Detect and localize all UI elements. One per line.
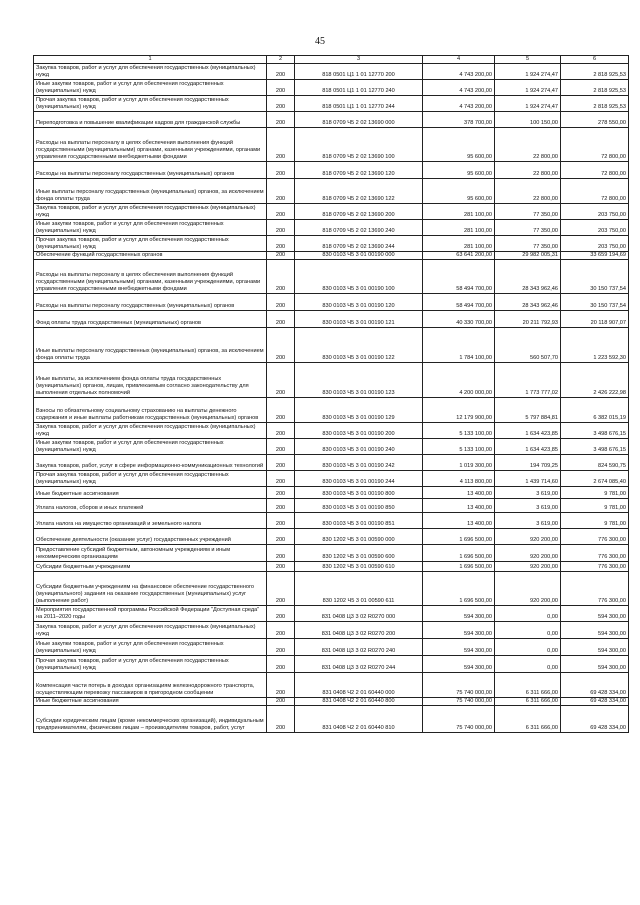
row-budget-classification-code: 831 0408 Ч2 2 01 60440 000 [295,673,423,698]
row-line-code: 200 [267,639,295,656]
row-description: Закупка товаров, работ и услуг для обеспечения государственных (муниципальных) нужд [34,204,267,220]
row-approved-amount: 58 494 700,00 [423,260,495,294]
row-description: Уплата налогов, сборов и иных платежей [34,499,267,513]
row-description: Иные выплаты, за исключением фонда оплаты труда государственных (муниципальных) органов, лицам, привлекаемым согласно законодательству для выполнения отдельных полномочий [34,363,267,398]
row-executed-amount: 77 350,00 [495,220,561,236]
row-line-code: 200 [267,162,295,179]
row-unexecuted-amount: 824 590,75 [561,455,629,471]
row-description: Прочая закупка товаров, работ и услуг для обеспечения государственных (муниципальных) нужд [34,96,267,112]
table-row [34,260,629,294]
row-budget-classification-code: 830 1202 Ч5 3 01 00590 600 [295,545,423,562]
row-approved-amount: 378 700,00 [423,112,495,128]
row-unexecuted-amount: 72 800,00 [561,128,629,162]
row-unexecuted-amount: 3 498 676,15 [561,439,629,455]
row-approved-amount: 4 743 200,00 [423,80,495,96]
row-executed-amount: 6 311 666,00 [495,706,561,733]
row-description: Прочая закупка товаров, работ и услуг для обеспечения государственных (муниципальных) нужд [34,656,267,673]
row-budget-classification-code: 830 0103 Ч5 3 01 00190 123 [295,363,423,398]
row-executed-amount: 920 200,00 [495,545,561,562]
row-approved-amount: 4 743 200,00 [423,96,495,112]
row-line-code: 200 [267,706,295,733]
row-approved-amount: 4 200 000,00 [423,363,495,398]
row-description: Иные выплаты персоналу государственных (муниципальных) органов, за исключением фонда оплаты труда [34,328,267,363]
row-description: Прочая закупка товаров, работ и услуг для обеспечения государственных (муниципальных) нужд [34,471,267,487]
row-unexecuted-amount: 1 223 592,30 [561,328,629,363]
column-header: 5 [495,56,561,64]
row-description: Расходы на выплаты персоналу государственных (муниципальных) органов [34,162,267,179]
row-executed-amount: 1 924 274,47 [495,64,561,80]
table-row [34,439,629,455]
table-row [34,513,629,529]
row-description: Закупка товаров, работ и услуг для обеспечения государственных (муниципальных) нужд [34,423,267,439]
table-body [34,64,629,733]
row-line-code: 200 [267,513,295,529]
row-line-code: 200 [267,673,295,698]
row-description: Обеспечение функций государственных органов [34,252,267,260]
row-unexecuted-amount: 594 300,00 [561,606,629,622]
row-executed-amount: 3 619,00 [495,513,561,529]
row-executed-amount: 22 800,00 [495,179,561,204]
row-budget-classification-code: 830 0103 Ч5 3 01 00190 200 [295,423,423,439]
row-executed-amount: 22 800,00 [495,128,561,162]
row-unexecuted-amount: 9 781,00 [561,513,629,529]
row-unexecuted-amount: 33 659 194,69 [561,252,629,260]
row-description: Закупка товаров, работ и услуг для обеспечения государственных (муниципальных) нужд [34,64,267,80]
table-row [34,499,629,513]
row-line-code: 200 [267,423,295,439]
row-budget-classification-code: 818 0709 Ч5 2 02 13690 120 [295,162,423,179]
row-line-code: 200 [267,487,295,499]
row-budget-classification-code: 831 0408 Ц3 3 02 R0270 200 [295,622,423,639]
row-line-code: 200 [267,562,295,572]
row-budget-classification-code: 830 1202 Ч5 3 01 00590 611 [295,572,423,606]
table-row [34,363,629,398]
row-approved-amount: 281 100,00 [423,204,495,220]
row-description: Переподготовка и повышение квалификации кадров для гражданской службы [34,112,267,128]
row-approved-amount: 1 784 100,00 [423,328,495,363]
row-unexecuted-amount: 2 426 222,98 [561,363,629,398]
table-row [34,179,629,204]
row-approved-amount: 1 019 300,00 [423,455,495,471]
row-budget-classification-code: 818 0709 Ч5 2 02 13690 244 [295,236,423,252]
row-executed-amount: 0,00 [495,606,561,622]
row-executed-amount: 194 709,25 [495,455,561,471]
row-line-code: 200 [267,572,295,606]
table-row [34,471,629,487]
table-row [34,529,629,545]
row-executed-amount: 560 507,70 [495,328,561,363]
row-line-code: 200 [267,698,295,706]
row-unexecuted-amount: 2 818 925,53 [561,64,629,80]
table-row [34,328,629,363]
row-unexecuted-amount: 2 674 085,40 [561,471,629,487]
row-budget-classification-code: 830 0103 Ч5 3 01 00190 800 [295,487,423,499]
row-budget-classification-code: 830 1202 Ч5 3 01 00590 610 [295,562,423,572]
row-line-code: 200 [267,455,295,471]
row-description: Иные закупки товаров, работ и услуг для обеспечения государственных (муниципальных) нужд [34,80,267,96]
row-description: Субсидии юридическим лицам (кроме некоммерческих организаций), индивидуальным предпринимателям, физическим лицам – производителям товаров, работ, услуг [34,706,267,733]
row-executed-amount: 920 200,00 [495,529,561,545]
row-budget-classification-code: 830 0103 Ч5 3 01 00190 244 [295,471,423,487]
row-executed-amount: 28 343 962,46 [495,294,561,311]
row-approved-amount: 95 600,00 [423,162,495,179]
row-description: Закупка товаров, работ, услуг в сфере информационно-коммуникационных технологий [34,455,267,471]
page-number: 45 [315,36,325,47]
table-row [34,562,629,572]
row-budget-classification-code: 818 0709 Ч5 2 02 13690 000 [295,112,423,128]
row-unexecuted-amount: 776 300,00 [561,572,629,606]
table-row [34,706,629,733]
row-unexecuted-amount: 72 800,00 [561,179,629,204]
table-row [34,64,629,80]
column-header: 1 [34,56,267,64]
row-approved-amount: 75 740 000,00 [423,673,495,698]
row-description: Иные выплаты персоналу государственных (муниципальных) органов, за исключением фонда оплаты труда [34,179,267,204]
row-budget-classification-code: 830 0103 Ч5 3 01 00190 122 [295,328,423,363]
row-budget-classification-code: 830 0103 Ч5 3 01 00190 851 [295,513,423,529]
row-budget-classification-code: 818 0709 Ч5 2 02 13690 200 [295,204,423,220]
row-executed-amount: 1 634 423,85 [495,423,561,439]
row-budget-classification-code: 818 0501 Ц1 1 01 12770 244 [295,96,423,112]
row-description: Фонд оплаты труда государственных (муниципальных) органов [34,311,267,328]
row-executed-amount: 77 350,00 [495,236,561,252]
row-unexecuted-amount: 9 781,00 [561,487,629,499]
table-row [34,656,629,673]
row-executed-amount: 29 982 005,31 [495,252,561,260]
row-unexecuted-amount: 69 428 334,00 [561,706,629,733]
row-description: Субсидии бюджетным учреждениям на финансовое обеспечение государственного (муниципального) задания на оказание государственных (муниципальных) услуг (выполнение работ) [34,572,267,606]
table-row [34,112,629,128]
row-executed-amount: 3 619,00 [495,487,561,499]
row-description: Расходы на выплаты персоналу в целях обеспечения выполнения функций государственными (муниципальными) органами, казенными учреждениями, органами управления государственными внебюджетными фондами [34,260,267,294]
table-row [34,236,629,252]
row-approved-amount: 1 696 500,00 [423,545,495,562]
row-line-code: 200 [267,80,295,96]
row-description: Расходы на выплаты персоналу в целях обеспечения выполнения функций государственными (муниципальными) органами, казенными учреждениями, органами управления государственными внебюджетными фондами [34,128,267,162]
table-row [34,128,629,162]
row-line-code: 200 [267,529,295,545]
row-line-code: 200 [267,260,295,294]
row-executed-amount: 28 343 962,46 [495,260,561,294]
column-header: 2 [267,56,295,64]
row-unexecuted-amount: 594 300,00 [561,622,629,639]
row-unexecuted-amount: 30 150 737,54 [561,294,629,311]
table-row [34,622,629,639]
row-description: Компенсация части потерь в доходах организациям железнодорожного транспорта, осуществляющим перевозку пассажиров в пригородном сообщении [34,673,267,698]
budget-table [33,55,629,733]
row-unexecuted-amount: 2 818 925,53 [561,96,629,112]
row-approved-amount: 13 400,00 [423,513,495,529]
row-unexecuted-amount: 776 300,00 [561,562,629,572]
row-budget-classification-code: 830 0103 Ч5 3 01 00190 100 [295,260,423,294]
row-unexecuted-amount: 2 818 925,53 [561,80,629,96]
row-budget-classification-code: 830 0103 Ч5 3 01 00190 120 [295,294,423,311]
row-description: Иные бюджетные ассигнования [34,487,267,499]
row-line-code: 200 [267,499,295,513]
row-executed-amount: 6 311 666,00 [495,673,561,698]
table-row [34,487,629,499]
row-budget-classification-code: 831 0408 Ч2 2 01 60440 810 [295,706,423,733]
row-line-code: 200 [267,220,295,236]
row-line-code: 200 [267,294,295,311]
table-row [34,673,629,698]
row-approved-amount: 5 133 100,00 [423,439,495,455]
row-unexecuted-amount: 6 382 015,19 [561,398,629,423]
table-row [34,455,629,471]
row-line-code: 200 [267,622,295,639]
row-executed-amount: 3 619,00 [495,499,561,513]
row-approved-amount: 95 600,00 [423,179,495,204]
table-row [34,606,629,622]
row-line-code: 200 [267,236,295,252]
row-description: Иные закупки товаров, работ и услуг для обеспечения государственных (муниципальных) нужд [34,639,267,656]
row-unexecuted-amount: 203 750,00 [561,236,629,252]
row-budget-classification-code: 818 0709 Ч5 2 02 13690 240 [295,220,423,236]
row-budget-classification-code: 818 0709 Ч5 2 02 13690 100 [295,128,423,162]
row-executed-amount: 0,00 [495,656,561,673]
row-description: Иные бюджетные ассигнования [34,698,267,706]
row-line-code: 200 [267,545,295,562]
table-row [34,311,629,328]
row-executed-amount: 100 150,00 [495,112,561,128]
row-line-code: 200 [267,112,295,128]
row-executed-amount: 920 200,00 [495,572,561,606]
row-approved-amount: 1 696 500,00 [423,529,495,545]
row-line-code: 200 [267,311,295,328]
row-description: Иные закупки товаров, работ и услуг для обеспечения государственных (муниципальных) нужд [34,220,267,236]
row-description: Иные закупки товаров, работ и услуг для обеспечения государственных (муниципальных) нужд [34,439,267,455]
row-budget-classification-code: 830 0103 Ч5 3 01 00190 242 [295,455,423,471]
row-line-code: 200 [267,656,295,673]
row-line-code: 200 [267,471,295,487]
row-line-code: 200 [267,64,295,80]
row-unexecuted-amount: 776 300,00 [561,529,629,545]
row-executed-amount: 1 773 777,02 [495,363,561,398]
row-approved-amount: 1 696 500,00 [423,572,495,606]
row-executed-amount: 1 924 274,47 [495,80,561,96]
row-budget-classification-code: 830 0103 Ч5 3 01 00190 129 [295,398,423,423]
row-line-code: 200 [267,606,295,622]
row-unexecuted-amount: 203 750,00 [561,204,629,220]
row-line-code: 200 [267,96,295,112]
row-budget-classification-code: 818 0501 Ц1 1 01 12770 200 [295,64,423,80]
row-description: Уплата налога на имущество организаций и земельного налога [34,513,267,529]
row-executed-amount: 20 211 792,93 [495,311,561,328]
row-unexecuted-amount: 776 300,00 [561,545,629,562]
table-row [34,96,629,112]
table-row [34,572,629,606]
row-unexecuted-amount: 20 118 907,07 [561,311,629,328]
row-approved-amount: 13 400,00 [423,487,495,499]
row-unexecuted-amount: 278 550,00 [561,112,629,128]
row-budget-classification-code: 830 0103 Ч5 3 01 00190 000 [295,252,423,260]
row-unexecuted-amount: 203 750,00 [561,220,629,236]
column-header: 3 [295,56,423,64]
row-line-code: 200 [267,398,295,423]
row-unexecuted-amount: 9 781,00 [561,499,629,513]
row-executed-amount: 0,00 [495,639,561,656]
row-approved-amount: 58 494 700,00 [423,294,495,311]
row-approved-amount: 594 300,00 [423,656,495,673]
row-line-code: 200 [267,328,295,363]
row-unexecuted-amount: 69 428 334,00 [561,673,629,698]
row-unexecuted-amount: 72 800,00 [561,162,629,179]
table-row [34,204,629,220]
row-line-code: 200 [267,128,295,162]
row-budget-classification-code: 818 0709 Ч5 2 02 13690 122 [295,179,423,204]
row-description: Закупка товаров, работ и услуг для обеспечения государственных (муниципальных) нужд [34,622,267,639]
row-description: Предоставление субсидий бюджетным, автономным учреждениям и иным некоммерческим организациям [34,545,267,562]
row-executed-amount: 22 800,00 [495,162,561,179]
row-description: Мероприятия государственной программы Российской Федерации "Доступная среда" на 2011–2020 годы [34,606,267,622]
row-executed-amount: 6 311 666,00 [495,698,561,706]
row-line-code: 200 [267,439,295,455]
column-header: 6 [561,56,629,64]
row-approved-amount: 63 641 200,00 [423,252,495,260]
row-description: Расходы на выплаты персоналу государственных (муниципальных) органов [34,294,267,311]
row-budget-classification-code: 818 0501 Ц1 1 01 12770 240 [295,80,423,96]
table-row [34,80,629,96]
table-row [34,220,629,236]
row-executed-amount: 5 797 884,81 [495,398,561,423]
row-budget-classification-code: 830 0103 Ч5 3 01 00190 240 [295,439,423,455]
row-approved-amount: 95 600,00 [423,128,495,162]
row-description: Обеспечение деятельности (оказание услуг) государственных учреждений [34,529,267,545]
row-budget-classification-code: 830 0103 Ч5 3 01 00190 121 [295,311,423,328]
row-approved-amount: 594 300,00 [423,606,495,622]
column-header: 4 [423,56,495,64]
row-line-code: 200 [267,204,295,220]
row-budget-classification-code: 830 0103 Ч5 3 01 00190 850 [295,499,423,513]
row-unexecuted-amount: 30 150 737,54 [561,260,629,294]
header-row [34,56,629,64]
row-executed-amount: 920 200,00 [495,562,561,572]
row-approved-amount: 4 113 800,00 [423,471,495,487]
row-description: Субсидии бюджетным учреждениям [34,562,267,572]
table-row [34,294,629,311]
row-approved-amount: 594 300,00 [423,639,495,656]
row-approved-amount: 4 743 200,00 [423,64,495,80]
table-row [34,698,629,706]
row-unexecuted-amount: 3 498 676,15 [561,423,629,439]
row-budget-classification-code: 831 0408 Ч2 2 01 60440 800 [295,698,423,706]
row-description: Взносы по обязательному социальному страхованию на выплаты денежного содержания и иные выплаты работникам государственных (муниципальных) органов [34,398,267,423]
row-approved-amount: 281 100,00 [423,220,495,236]
row-approved-amount: 75 740 000,00 [423,698,495,706]
table-row [34,162,629,179]
row-approved-amount: 594 300,00 [423,622,495,639]
row-approved-amount: 1 696 500,00 [423,562,495,572]
row-approved-amount: 5 133 100,00 [423,423,495,439]
row-executed-amount: 1 924 274,47 [495,96,561,112]
row-description: Прочая закупка товаров, работ и услуг для обеспечения государственных (муниципальных) нужд [34,236,267,252]
row-budget-classification-code: 831 0408 Ц3 3 02 R0270 000 [295,606,423,622]
row-line-code: 200 [267,252,295,260]
table-row [34,398,629,423]
row-executed-amount: 1 439 714,60 [495,471,561,487]
row-executed-amount: 0,00 [495,622,561,639]
row-approved-amount: 281 100,00 [423,236,495,252]
row-line-code: 200 [267,179,295,204]
row-approved-amount: 40 330 700,00 [423,311,495,328]
table-row [34,545,629,562]
row-unexecuted-amount: 594 300,00 [561,656,629,673]
row-unexecuted-amount: 69 428 334,00 [561,698,629,706]
row-approved-amount: 13 400,00 [423,499,495,513]
row-budget-classification-code: 831 0408 Ц3 3 02 R0270 240 [295,639,423,656]
table-row [34,423,629,439]
row-unexecuted-amount: 594 300,00 [561,639,629,656]
row-executed-amount: 77 350,00 [495,204,561,220]
row-approved-amount: 75 740 000,00 [423,706,495,733]
table-row [34,639,629,656]
row-executed-amount: 1 634 423,85 [495,439,561,455]
table-row [34,252,629,260]
row-budget-classification-code: 831 0408 Ц3 3 02 R0270 244 [295,656,423,673]
row-approved-amount: 12 179 900,00 [423,398,495,423]
row-budget-classification-code: 830 1202 Ч5 3 01 00590 000 [295,529,423,545]
row-line-code: 200 [267,363,295,398]
